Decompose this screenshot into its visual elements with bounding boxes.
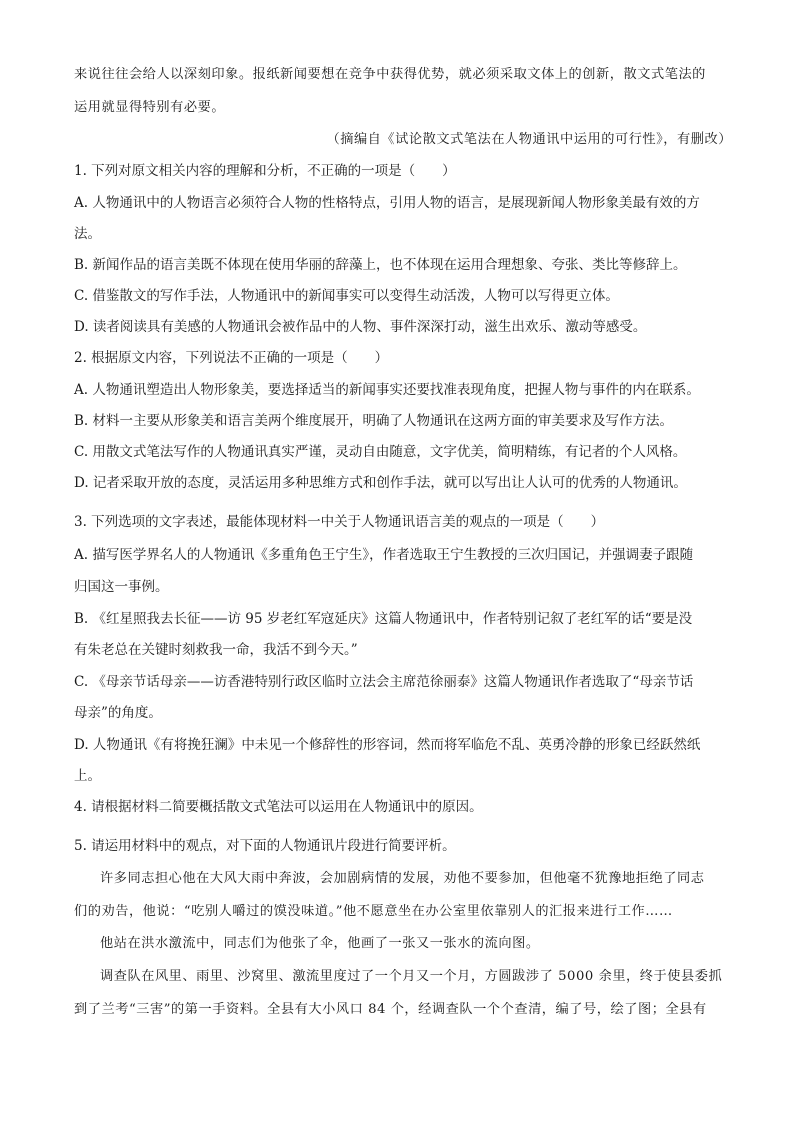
text-line: A. 人物通讯塑造出人物形象美，要选择适当的新闻事实还要找准表现角度，把握人物与事件的内在联系。 <box>74 382 700 398</box>
text-line: 来说往往会给人以深刻印象。报纸新闻要想在竞争中获得优势，就必须采取文体上的创新，散文式笔法的 <box>74 67 706 82</box>
text-line: 们的劝告，他说：“吃别人嚼过的馍没味道。”他不愿意坐在办公室里依靠别人的汇报来进行工作…… <box>74 904 673 919</box>
text-line: 调查队在风里、雨里、沙窝里、激流里度过了一个月又一个月，方圆跋涉了 5000 余里，终于使县委抓 <box>100 969 723 984</box>
text-line: 5. 请运用材料中的观点，对下面的人物通讯片段进行简要评析。 <box>74 838 456 854</box>
text-line: 母亲”的角度。 <box>74 705 162 721</box>
text-line: B. 材料一主要从形象美和语言美两个维度展开，明确了人物通讯在这两方面的审美要求及写作方法。 <box>74 413 674 429</box>
text-line: 运用就显得特别有必要。 <box>74 100 226 115</box>
text-line: 法。 <box>74 226 101 242</box>
text-line: A. 人物通讯中的人物语言必须符合人物的性格特点，引用人物的语言，是展现新闻人物形象美最有效的方 <box>74 195 700 211</box>
text-line: B. 《红星照我去长征——访 95 岁老红军寇延庆》这篇人物通讯中，作者特别记叙了老红军的话“要是没 <box>74 611 693 627</box>
text-line: C. 用散文式笔法写作的人物通讯真实严谨，灵动自由随意，文字优美，简明精练，有记者的个人风格。 <box>74 444 687 460</box>
text-line: 3. 下列选项的文字表述，最能体现材料一中关于人物通讯语言美的观点的一项是（ ） <box>74 514 605 530</box>
text-line: D. 记者采取开放的态度，灵活运用多种思维方式和创作手法，就可以写出让人认可的优秀的人物通讯。 <box>74 475 687 491</box>
text-line: （摘编自《试论散文式笔法在人物通讯中运用的可行性》，有删改） <box>326 132 732 147</box>
text-line: 许多同志担心他在大风大雨中奔波，会加剧病情的发展，劝他不要参加，但他毫不犹豫地拒绝了同志 <box>100 871 705 886</box>
text-line: C. 借鉴散文的写作手法，人物通讯中的新闻事实可以变得生动活泼，人物可以写得更立体。 <box>74 288 619 304</box>
text-line: 他站在洪水激流中，同志们为他张了伞，他画了一张又一张水的流向图。 <box>100 936 540 951</box>
text-line: 上。 <box>74 768 101 784</box>
text-line: A. 描写医学界名人的人物通讯《多重角色王宁生》，作者选取王宁生教授的三次归国记，并强调妻子跟随 <box>74 547 694 563</box>
text-line: 有朱老总在关键时刻救我一命，我活不到今天。” <box>74 642 358 658</box>
text-line: 4. 请根据材料二简要概括散文式笔法可以运用在人物通讯中的原因。 <box>74 799 483 815</box>
text-line: 2. 根据原文内容，下列说法不正确的一项是（ ） <box>74 350 389 366</box>
text-line: 1. 下列对原文相关内容的理解和分析，不正确的一项是（ ） <box>74 163 456 179</box>
text-line: D. 人物通讯《有将挽狂澜》中未见一个修辞性的形容词，然而将军临危不乱、英勇冷静的形象已经跃然纸 <box>74 737 701 753</box>
text-line: B. 新闻作品的语言美既不体现在使用华丽的辞藻上，也不体现在运用合理想象、夸张、类比等修辞上。 <box>74 257 687 273</box>
text-line: 归国这一事例。 <box>74 579 169 595</box>
text-line: 到了兰考“三害”的第一手资料。全县有大小风口 84 个，经调查队一个个查清，编了号，绘了图；全县有 <box>74 1002 707 1017</box>
text-line: D. 读者阅读具有美感的人物通讯会被作品中的人物、事件深深打动，滋生出欢乐、激动等感受。 <box>74 319 647 335</box>
text-line: C. 《母亲节话母亲——访香港特别行政区临时立法会主席范徐丽泰》这篇人物通讯作者选取了“母亲节话 <box>74 674 694 690</box>
